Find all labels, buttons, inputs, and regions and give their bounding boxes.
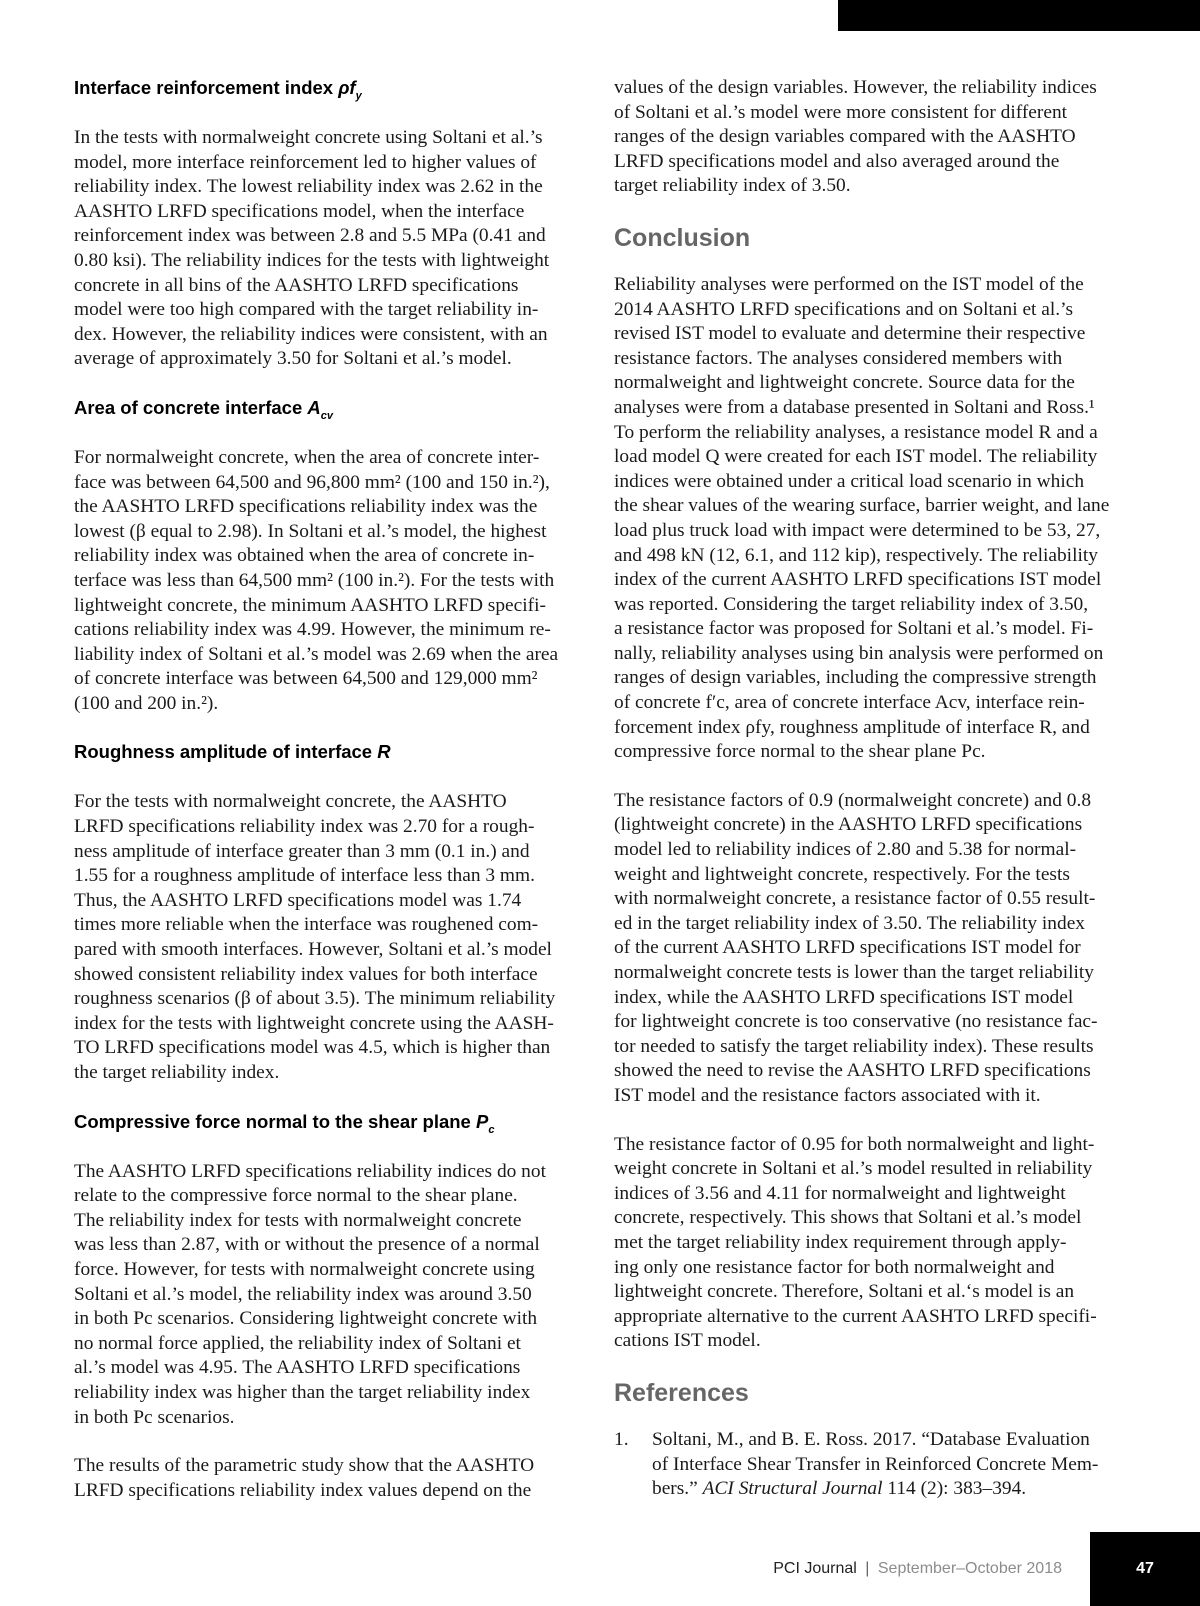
- section-heading-conclusion: Conclusion: [614, 223, 751, 252]
- subheading-area-concrete-interface: Area of concrete interface $A_{cv}$: [74, 396, 334, 422]
- footer-separator: |: [865, 1560, 870, 1577]
- paragraph: The results of the parametric study show that the AASHTO LRFD specifications reliability index values depend on the: [74, 1455, 535, 1501]
- subheading-compressive-force: Compressive force normal to the shear plane $P_c$: [74, 1110, 495, 1136]
- paragraph: The AASHTO LRFD specifications reliability indices do not relate to the compressive force normal to the shear plane. The reliability index for tests with normalweight concrete was less than 2.87, with or without the presence of a normal force. However, for tests with normalweight concrete using Soltani et al.’s model, the reliability index was around 3.50 in both Pc scenarios. Considering lightweight concrete with no normal force applied, the reliability index of Soltani et al.’s model was 4.95. The AASHTO LRFD specifications reliability index was higher than the target reliability index in both Pc scenarios.: [74, 1160, 546, 1428]
- reference-item: [614, 1428, 1126, 1502]
- paragraph: For the tests with normalweight concrete, the AASHTO LRFD specifications reliability index was 2.70 for a rough- ness amplitude of interface greater than 3 mm (0.1 in.) and 1.55 for a roughness amplitude of interface less than 3 mm. Thus, the AASHTO LRFD specifications model was 1.74 times more reliable when the interface was roughened com- pared with smooth interfaces. However, Soltani et al.’s model showed consistent reliability index values for both interface roughness scenarios (β of about 3.5). The minimum reliability index for the tests with lightweight concrete using the AASH- TO LRFD specifications model was 4.5, which is higher than the target reliability index.: [74, 791, 556, 1083]
- issue-date: September–October 2018: [877, 1560, 1062, 1577]
- footer-text: [773, 1560, 1062, 1578]
- journal-name: ACI Structural Journal: [702, 1478, 883, 1500]
- page-footer: [0, 1532, 1200, 1606]
- reference-text: Soltani, M., and B. E. Ross. 2017. “Database Evaluation of Interface Shear Transfer in Reinforced Concrete Mem- bers.” ACI Structural Journal 114 (2): 383–394.: [652, 1428, 1099, 1500]
- paragraph: For normalweight concrete, when the area of concrete inter- face was between 64,500 and 96,800 mm² (100 and 150 in.²), the AASHTO LRFD specifications reliability index was the lowest (β equal to 2.98). In Soltani et al.’s model, the highest reliability index was obtained when the area of concrete in- terface was less than 64,500 mm² (100 in.²). For the tests with lightweight concrete, the minimum AASHTO LRFD specifi- cations reliability index was 4.99. However, the minimum re- liability index of Soltani et al.’s model was 2.69 when the area of concrete interface was between 64,500 and 129,000 mm² (100 and 200 in.²).: [74, 446, 559, 714]
- page-number: 47: [1090, 1532, 1200, 1606]
- section-heading-references: References: [614, 1378, 749, 1407]
- right-column: [614, 76, 1126, 1502]
- top-header-bar: [838, 0, 1200, 31]
- subheading-interface-reinforcement: Interface reinforcement index $\rho f_y$: [74, 77, 362, 102]
- paragraph: The resistance factor of 0.95 for both normalweight and light- weight concrete in Soltani et al.’s model resulted in reliability indices of 3.56 and 4.11 for normalweight and lightweight concrete, respectively. This shows that Soltani et al.’s model met the target reliability index requirement through apply- ing only one resistance factor for both normalweight and lightweight concrete. Therefore, Soltani et al.‘s model is an appropriate alternative to the current AASHTO LRFD specifi- cations IST model.: [614, 1133, 1097, 1352]
- subheading-roughness-amplitude: Roughness amplitude of interface R: [74, 741, 391, 763]
- paragraph: Reliability analyses were performed on the IST model of the 2014 AASHTO LRFD specifications and on Soltani et al.’s revised IST model to evaluate and determine their respective resistance factors. The analyses considered members with normalweight and lightweight concrete. Source data for the analyses were from a database presented in Soltani and Ross.¹ To perform the reliability analyses, a resistance model R and a load model Q were created for each IST model. The reliability indices were obtained under a critical load scenario in which the shear values of the wearing surface, barrier weight, and lane load plus truck load with impact were determined to be 53, 27, and 498 kN (12, 6.1, and 112 kip), respectively. The reliability index of the current AASHTO LRFD specifications IST model was reported. Considering the target reliability index of 3.50, a resistance factor was proposed for Soltani et al.’s model. Fi- nally, reliability analyses using bin analysis were performed on ranges of design variables, including the compressive strength of concrete f′c, area of concrete interface Acv, interface rein- forcement index ρfy, roughness amplitude of interface R, and compressive force normal to the shear plane Pc.: [614, 273, 1110, 763]
- reference-number: 1.: [614, 1428, 629, 1450]
- left-column: [74, 76, 586, 1527]
- paragraph: The resistance factors of 0.9 (normalweight concrete) and 0.8 (lightweight concrete) in the AASHTO LRFD specifications model led to reliability indices of 2.80 and 5.38 for normal- weight and lightweight concrete, respectively. For the tests with normalweight concrete, a resistance factor of 0.55 result- ed in the target reliability index of 3.50. The reliability index of the current AASHTO LRFD specifications IST model for normalweight concrete tests is lower than the target reliability index, while the AASHTO LRFD specifications IST model for lightweight concrete is too conservative (no resistance fac- tor needed to satisfy the target reliability index). These results showed the need to revise the AASHTO LRFD specifications IST model and the resistance factors associated with it.: [614, 789, 1098, 1106]
- journal-title: PCI Journal: [773, 1560, 857, 1577]
- paragraph: In the tests with normalweight concrete using Soltani et al.’s model, more interface reinforcement led to higher values of reliability index. The lowest reliability index was 2.62 in the AASHTO LRFD specifications model, when the interface reinforcement index was between 2.8 and 5.5 MPa (0.41 and 0.80 ksi). The reliability indices for the tests with lightweight concrete in all bins of the AASHTO LRFD specifications model were too high compared with the target reliability in- dex. However, the reliability indices were consistent, with an average of approximately 3.50 for Soltani et al.’s model.: [74, 127, 550, 370]
- paragraph: values of the design variables. However, the reliability indices of Soltani et al.’s model were more consistent for different ranges of the design variables compared with the AASHTO LRFD specifications model and also averaged around the target reliability index of 3.50.: [614, 77, 1097, 197]
